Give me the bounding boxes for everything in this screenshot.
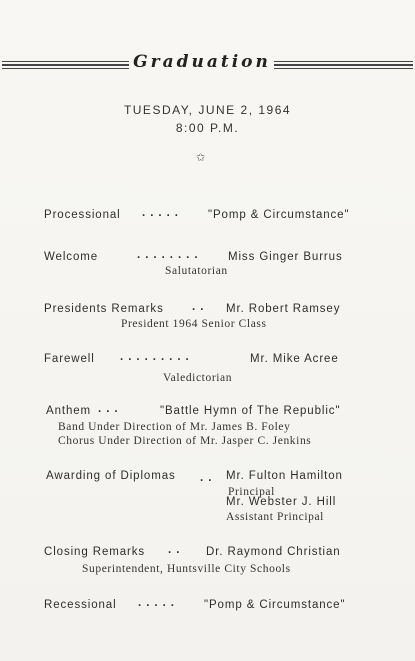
program-detail: Dr. Raymond Christian (206, 546, 341, 558)
program-part: Anthem (46, 405, 92, 417)
program-subtitle: Valedictorian (163, 372, 233, 384)
program-subtitle: Band Under Direction of Mr. James B. Foley (58, 421, 291, 433)
program-detail: "Battle Hymn of The Republic" (160, 405, 341, 417)
program-detail: "Pomp & Circumstance" (204, 599, 346, 611)
header-rule-left (2, 61, 129, 69)
leader-dots: ..... (138, 597, 179, 609)
program-part: Closing Remarks (44, 546, 146, 558)
event-date: TUESDAY, JUNE 2, 1964 (123, 103, 292, 117)
star-icon: ✩ (196, 152, 206, 164)
program-part: Farewell (44, 353, 95, 365)
leader-dots: .. (168, 544, 185, 556)
program-part: Welcome (44, 251, 99, 263)
program-subtitle: Assistant Principal (226, 511, 324, 523)
header-rule-right (274, 61, 413, 69)
event-time: 8:00 P.M. (175, 121, 240, 135)
program-subtitle: Principal (228, 486, 275, 498)
leader-dots: ........ (137, 249, 203, 261)
program-subtitle: Chorus Under Direction of Mr. Jasper C. Jenkins (58, 435, 312, 447)
program-part: Presidents Remarks (44, 303, 164, 315)
program-detail: Mr. Fulton Hamilton (226, 470, 343, 482)
program-detail: Mr. Robert Ramsey (226, 303, 341, 315)
page-title: Graduation (133, 52, 271, 72)
program-part: Recessional (44, 599, 117, 611)
leader-dots: .. (192, 301, 209, 313)
program-part: Processional (44, 209, 121, 221)
program-subtitle: President 1964 Senior Class (121, 318, 267, 330)
program-detail: "Pomp & Circumstance" (208, 209, 350, 221)
leader-dots: ... (98, 403, 123, 415)
page-header (0, 54, 415, 78)
program-detail: Mr. Mike Acree (250, 353, 339, 365)
program-part: Awarding of Diplomas (46, 470, 176, 482)
leader-dots: ..... (142, 207, 183, 219)
program-subtitle: Salutatorian (165, 265, 228, 277)
program-detail: Miss Ginger Burrus (228, 251, 343, 263)
leader-dots: .. (200, 472, 217, 484)
program-detail: Mr. Webster J. Hill (226, 496, 337, 508)
leader-dots: ......... (120, 351, 194, 363)
program-subtitle: Superintendent, Huntsville City Schools (82, 563, 291, 575)
